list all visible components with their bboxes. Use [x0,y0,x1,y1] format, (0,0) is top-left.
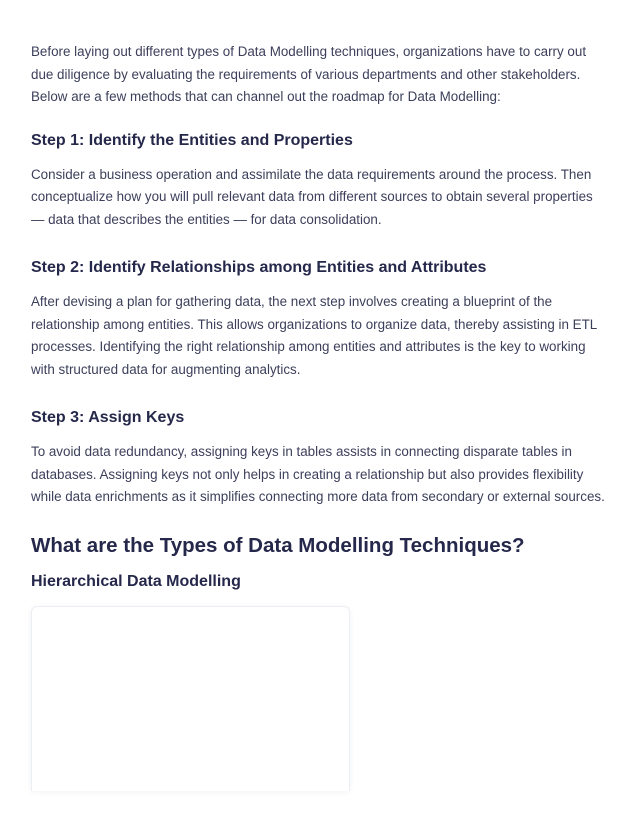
step-1-heading: Step 1: Identify the Entities and Properties [31,131,353,149]
article-content [31,38,609,791]
step-1-paragraph: Consider a business operation and assimilate the data requirements around the process. Then conceptualize how you will pull relevant data from different sources to obtain several properties — data that describes the entities — for data consolidation. [31,166,593,227]
step-2-paragraph: After devising a plan for gathering data, the next step involves creating a blueprint of the relationship among entities. This allows organizations to organize data, thereby assisting in ETL processes. Identifying the right relationship among entities and attributes is the key to working with structured data for augmenting analytics. [31,294,597,377]
step-3-heading: Step 3: Assign Keys [31,409,185,426]
subsection-heading: Hierarchical Data Modelling [31,572,241,590]
diagram-image-placeholder [31,606,350,791]
intro-paragraph: Before laying out different types of Data Modelling techniques, organizations have to carry out due diligence by evaluating the requirements of various departments and other stakeholders. Below are a few methods that can channel out the roadmap for Data Modelling: [31,44,587,104]
step-2-heading: Step 2: Identify Relationships among Entities and Attributes [31,259,487,276]
step-3-paragraph: To avoid data redundancy, assigning keys in tables assists in connecting disparate tables in databases. Assigning keys not only helps in creating a relationship but also provides flexibility while data enrichments as it simplifies connecting more data from secondary or external sources. [31,444,605,504]
section-heading: What are the Types of Data Modelling Techniques? [31,533,525,557]
